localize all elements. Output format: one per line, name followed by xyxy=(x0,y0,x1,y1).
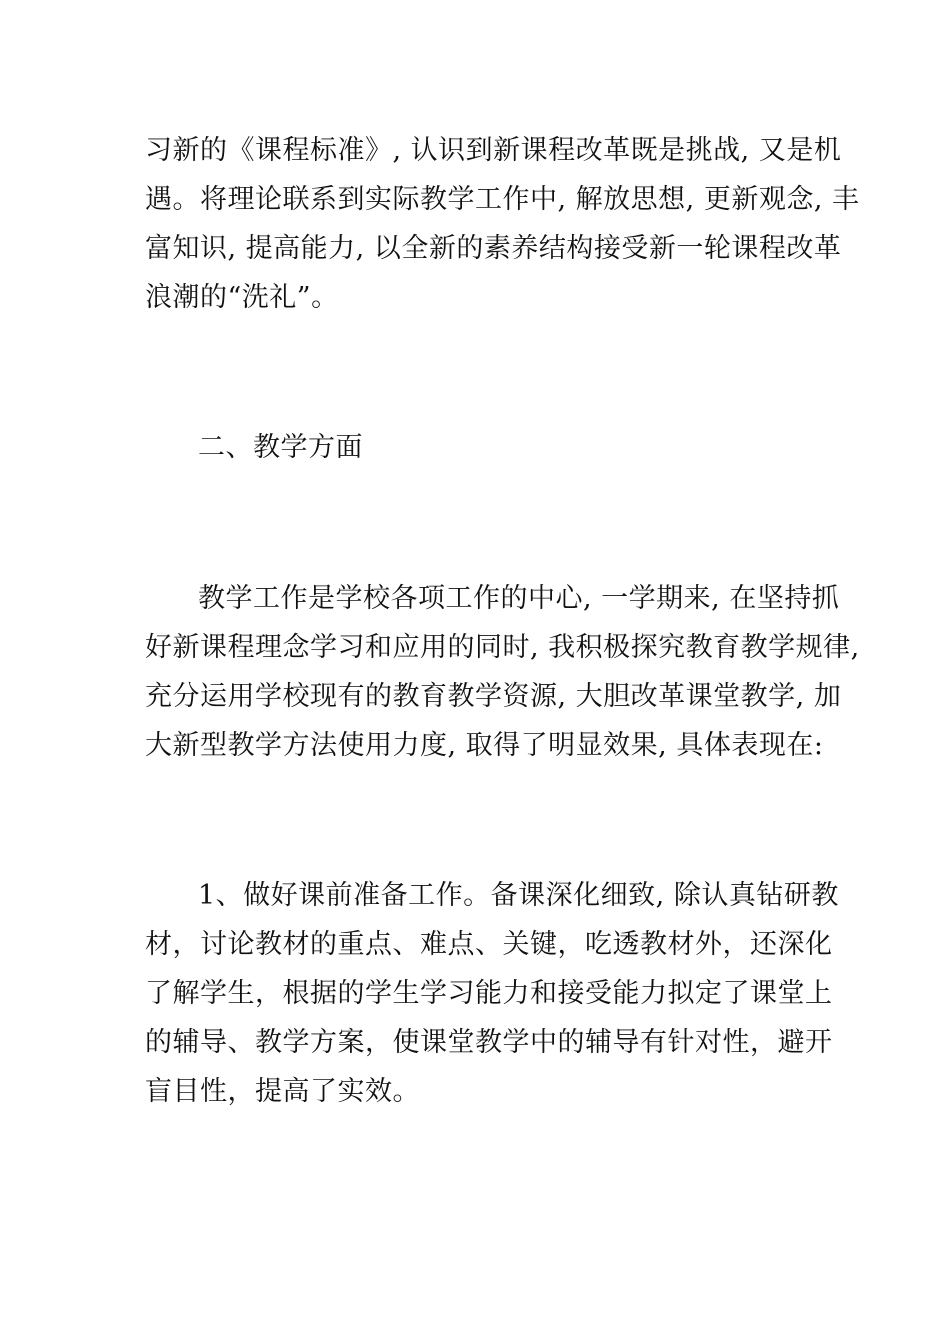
paragraph-4-line-1: 1、做好课前准备工作。备课深化细致, 除认真钻研教 xyxy=(198,880,839,911)
paragraph-4-line-5: 盲目性，提高了实效。 xyxy=(145,1076,420,1107)
paragraph-1-line-4: 浪潮的“洗礼”。 xyxy=(145,282,339,313)
paragraph-3-line-1: 教学工作是学校各项工作的中心, 一学期来, 在坚持抓 xyxy=(198,583,840,614)
section-heading: 二、教学方面 xyxy=(198,432,363,463)
paragraph-4-line-4: 的辅导、教学方案，使课堂教学中的辅导有针对性，避开 xyxy=(145,1027,833,1058)
paragraph-1-line-2: 遇。将理论联系到实际教学工作中, 解放思想, 更新观念, 丰 xyxy=(145,184,860,215)
paragraph-3-line-2: 好新课程理念学习和应用的同时, 我积极探究教育教学规律, xyxy=(145,632,860,663)
paragraph-3-line-3: 充分运用学校现有的教育教学资源, 大胆改革课堂教学, 加 xyxy=(145,681,842,712)
paragraph-3-line-4: 大新型教学方法使用力度, 取得了明显效果, 具体表现在: xyxy=(145,730,824,761)
paragraph-4-line-2: 材，讨论教材的重点、难点、关键，吃透教材外，还深化 xyxy=(145,929,833,960)
paragraph-4-line-3: 了解学生，根据的学生学习能力和接受能力拟定了课堂上 xyxy=(145,978,833,1009)
paragraph-1-line-1: 习新的《课程标准》, 认识到新课程改革既是挑战, 又是机 xyxy=(145,135,842,166)
paragraph-1-line-3: 富知识, 提高能力, 以全新的素养结构接受新一轮课程改革 xyxy=(145,233,842,264)
